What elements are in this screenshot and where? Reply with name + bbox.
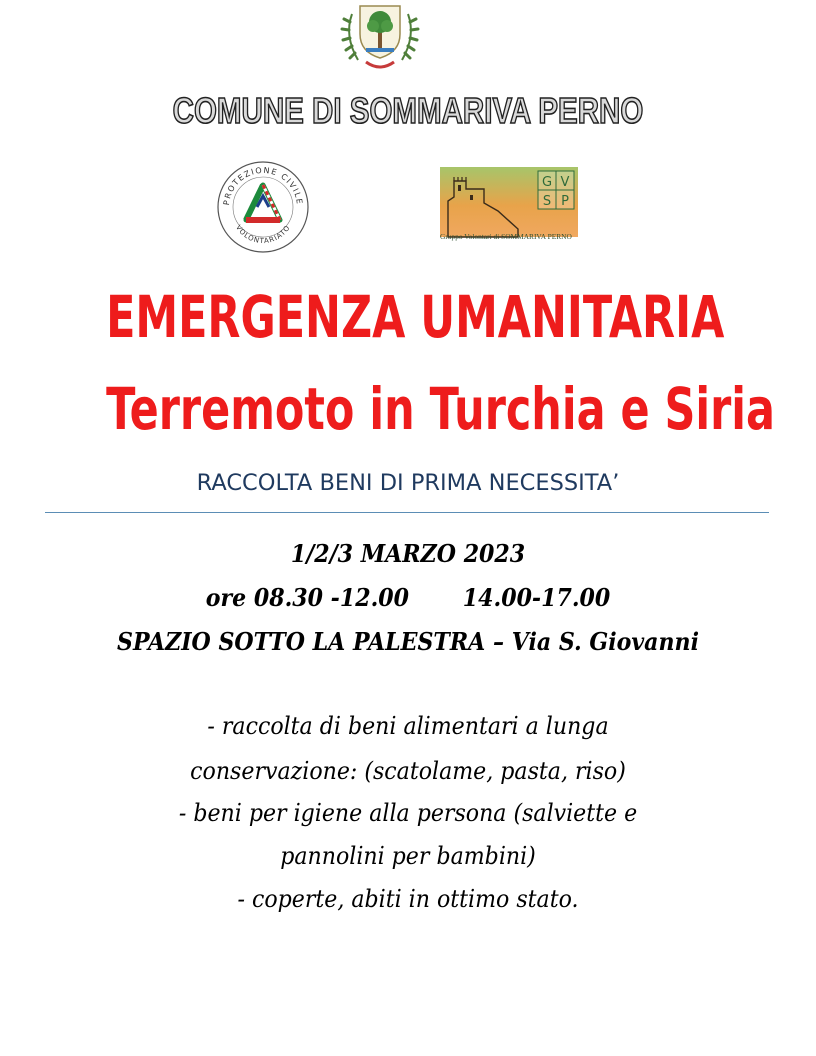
- gvsp-logo-icon: [440, 162, 578, 242]
- collection-subtitle: RACCOLTA BENI DI PRIMA NECESSITA’: [196, 470, 620, 496]
- comune-title: COMUNE DI SOMMARIVA PERNO: [172, 90, 644, 131]
- divider-line: [45, 512, 769, 513]
- coat-of-arms-icon: [340, 0, 420, 72]
- goods-list-line: pannolini per bambini): [280, 842, 536, 870]
- pc-logo-top-text: PROTEZIONE CIVILE: [221, 165, 305, 206]
- gvsp-letter-p: P: [561, 194, 569, 209]
- headline-earthquake: Terremoto in Turchia e Siria: [106, 375, 775, 443]
- event-location: SPAZIO SOTTO LA PALESTRA – Via S. Giovanni: [117, 627, 699, 656]
- goods-list-line: - beni per igiene alla persona (salviette e: [178, 799, 638, 827]
- goods-list-line: - coperte, abiti in ottimo stato.: [237, 885, 579, 913]
- gvsp-letter-s: S: [542, 194, 552, 209]
- gvsp-caption: Gruppo Volontari di SOMMARIVA PERNO: [440, 232, 572, 241]
- protezione-civile-logo-icon: [216, 160, 310, 254]
- event-hours: ore 08.30 -12.00 14.00-17.00: [205, 583, 611, 612]
- gvsp-letter-v: V: [560, 175, 570, 190]
- event-date: 1/2/3 MARZO 2023: [290, 539, 526, 568]
- pc-logo-bottom-text: VOLONTARIATO: [234, 223, 292, 246]
- goods-list-line: conservazione: (scatolame, pasta, riso): [190, 757, 626, 785]
- headline-emergency: EMERGENZA UMANITARIA: [106, 283, 725, 351]
- gvsp-letter-g: G: [541, 175, 553, 190]
- goods-list-line: - raccolta di beni alimentari a lunga: [207, 712, 609, 740]
